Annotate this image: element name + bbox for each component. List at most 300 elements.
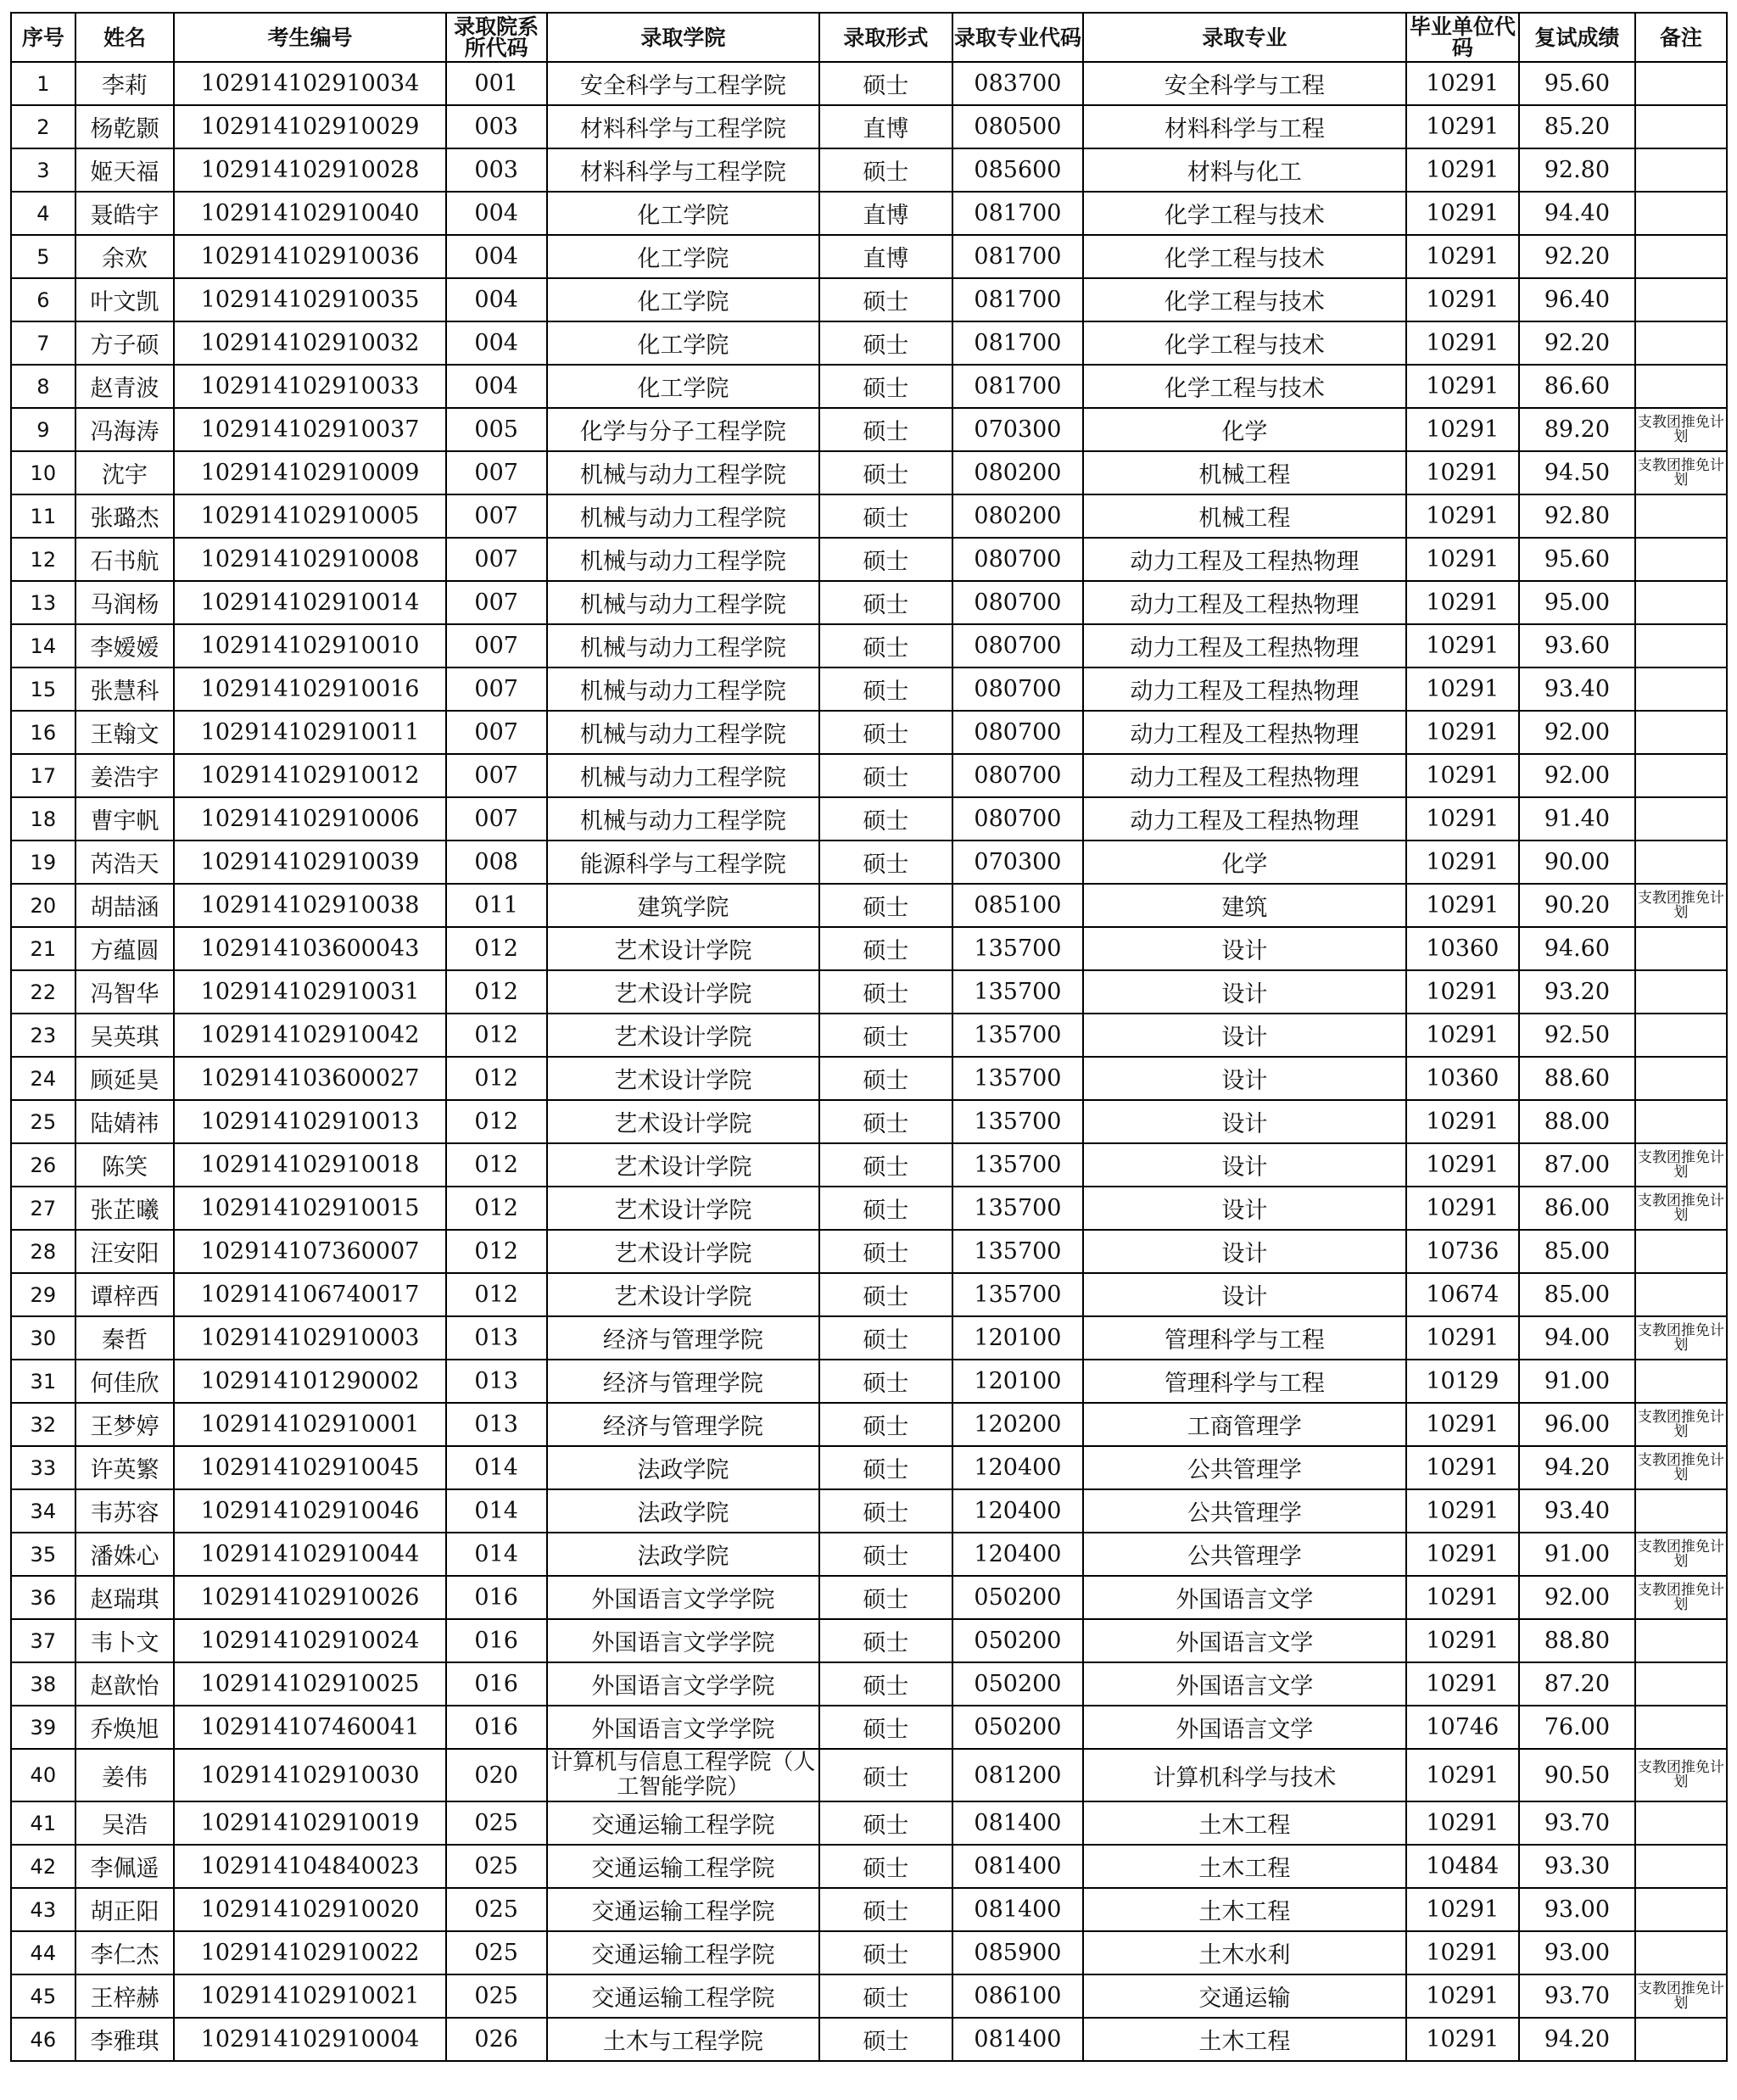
cell-major-code: 120100 [952,1360,1083,1403]
cell-remarks [1635,711,1727,754]
cell-retest-score: 86.00 [1519,1187,1635,1230]
table-row [11,235,1727,278]
cell-grad-unit-code: 10484 [1406,1845,1519,1888]
cell-exam-id: 102914102910003 [174,1316,446,1360]
cell-grad-unit-code: 10291 [1406,538,1519,581]
cell-major-code: 086100 [952,1974,1083,2018]
cell-dept-code: 012 [446,1230,547,1273]
cell-exam-id: 102914102910015 [174,1187,446,1230]
cell-seq: 45 [11,1974,75,2018]
cell-grad-unit-code: 10291 [1406,1888,1519,1931]
cell-exam-id: 102914102910039 [174,841,446,884]
table-row [11,451,1727,494]
cell-exam-id: 102914102910044 [174,1533,446,1576]
cell-retest-score: 95.60 [1519,538,1635,581]
cell-name: 王梓赫 [75,1974,175,2018]
cell-admission-type: 硕士 [819,321,952,365]
cell-dept-code: 025 [446,1931,547,1974]
table-row [11,1619,1727,1662]
cell-college: 交通运输工程学院 [547,1974,820,2018]
cell-major: 土木工程 [1083,1845,1405,1888]
cell-major: 机械工程 [1083,494,1405,538]
cell-grad-unit-code: 10291 [1406,2018,1519,2061]
cell-name: 胡喆涵 [75,884,175,927]
admission-table [10,12,1728,2062]
cell-college: 机械与动力工程学院 [547,797,820,841]
table-row [11,365,1727,408]
cell-dept-code: 016 [446,1576,547,1619]
cell-exam-id: 102914102910030 [174,1749,446,1801]
cell-remarks [1635,754,1727,797]
cell-college: 艺术设计学院 [547,927,820,970]
cell-grad-unit-code: 10291 [1406,624,1519,667]
cell-college: 机械与动力工程学院 [547,711,820,754]
cell-admission-type: 硕士 [819,1489,952,1533]
cell-name: 赵瑞琪 [75,1576,175,1619]
cell-seq: 25 [11,1100,75,1143]
cell-dept-code: 004 [446,278,547,321]
cell-admission-type: 硕士 [819,2018,952,2061]
cell-seq: 18 [11,797,75,841]
cell-remarks [1635,321,1727,365]
cell-dept-code: 003 [446,148,547,192]
cell-major: 设计 [1083,927,1405,970]
cell-grad-unit-code: 10291 [1406,408,1519,451]
cell-dept-code: 020 [446,1749,547,1801]
cell-major-code: 081200 [952,1749,1083,1801]
cell-exam-id: 102914103600043 [174,927,446,970]
cell-retest-score: 87.00 [1519,1143,1635,1187]
cell-major-code: 085600 [952,148,1083,192]
cell-retest-score: 91.00 [1519,1533,1635,1576]
cell-remarks [1635,1662,1727,1706]
cell-seq: 7 [11,321,75,365]
cell-seq: 38 [11,1662,75,1706]
table-row [11,581,1727,624]
cell-exam-id: 102914102910025 [174,1662,446,1706]
cell-seq: 3 [11,148,75,192]
cell-major-code: 081700 [952,365,1083,408]
cell-retest-score: 88.00 [1519,1100,1635,1143]
cell-name: 方蕴圆 [75,927,175,970]
cell-college: 化工学院 [547,192,820,235]
cell-retest-score: 92.20 [1519,321,1635,365]
cell-college: 经济与管理学院 [547,1360,820,1403]
cell-retest-score: 91.40 [1519,797,1635,841]
cell-seq: 13 [11,581,75,624]
cell-name: 冯海涛 [75,408,175,451]
cell-exam-id: 102914103600027 [174,1057,446,1100]
cell-major: 管理科学与工程 [1083,1316,1405,1360]
cell-seq: 34 [11,1489,75,1533]
table-row [11,1749,1727,1801]
cell-exam-id: 102914102910010 [174,624,446,667]
cell-dept-code: 004 [446,321,547,365]
cell-major: 设计 [1083,1100,1405,1143]
table-row [11,1403,1727,1446]
cell-dept-code: 014 [446,1489,547,1533]
cell-college: 安全科学与工程学院 [547,62,820,105]
cell-admission-type: 硕士 [819,1533,952,1576]
cell-college: 艺术设计学院 [547,1014,820,1057]
cell-name: 方子硕 [75,321,175,365]
cell-dept-code: 025 [446,1888,547,1931]
cell-major: 土木工程 [1083,2018,1405,2061]
cell-major: 化学工程与技术 [1083,192,1405,235]
cell-retest-score: 93.40 [1519,1489,1635,1533]
cell-dept-code: 026 [446,2018,547,2061]
cell-dept-code: 016 [446,1619,547,1662]
cell-admission-type: 直博 [819,235,952,278]
cell-retest-score: 92.20 [1519,235,1635,278]
cell-seq: 5 [11,235,75,278]
cell-remarks [1635,841,1727,884]
cell-admission-type: 硕士 [819,538,952,581]
cell-major: 化学 [1083,841,1405,884]
cell-college: 化工学院 [547,321,820,365]
cell-major-code: 081400 [952,1801,1083,1845]
table-row [11,1888,1727,1931]
cell-admission-type: 硕士 [819,365,952,408]
cell-name: 张璐杰 [75,494,175,538]
cell-seq: 9 [11,408,75,451]
cell-dept-code: 007 [446,581,547,624]
cell-retest-score: 93.20 [1519,970,1635,1014]
cell-admission-type: 硕士 [819,1662,952,1706]
cell-seq: 33 [11,1446,75,1489]
cell-grad-unit-code: 10291 [1406,278,1519,321]
cell-exam-id: 102914104840023 [174,1845,446,1888]
cell-name: 沈宇 [75,451,175,494]
cell-grad-unit-code: 10746 [1406,1706,1519,1749]
cell-major-code: 081400 [952,2018,1083,2061]
cell-major: 动力工程及工程热物理 [1083,711,1405,754]
cell-name: 秦哲 [75,1316,175,1360]
cell-remarks [1635,797,1727,841]
cell-retest-score: 93.70 [1519,1801,1635,1845]
col-header-dept-code: 录取院系所代码 [446,13,547,62]
cell-major: 动力工程及工程热物理 [1083,538,1405,581]
cell-grad-unit-code: 10291 [1406,148,1519,192]
cell-retest-score: 93.40 [1519,667,1635,711]
cell-admission-type: 硕士 [819,1273,952,1316]
cell-remarks: 支教团推免计划 [1635,451,1727,494]
cell-retest-score: 85.20 [1519,105,1635,148]
cell-dept-code: 011 [446,884,547,927]
cell-grad-unit-code: 10291 [1406,1974,1519,2018]
cell-college: 艺术设计学院 [547,970,820,1014]
table-row [11,1576,1727,1619]
cell-remarks [1635,1801,1727,1845]
cell-exam-id: 102914102910012 [174,754,446,797]
cell-remarks [1635,1230,1727,1273]
cell-major-code: 081700 [952,192,1083,235]
cell-name: 何佳欣 [75,1360,175,1403]
cell-dept-code: 016 [446,1662,547,1706]
cell-major-code: 080700 [952,754,1083,797]
cell-exam-id: 102914102910024 [174,1619,446,1662]
cell-college: 交通运输工程学院 [547,1888,820,1931]
cell-college: 法政学院 [547,1446,820,1489]
cell-dept-code: 012 [446,1273,547,1316]
cell-college: 经济与管理学院 [547,1403,820,1446]
cell-remarks: 支教团推免计划 [1635,1749,1727,1801]
table-row [11,970,1727,1014]
cell-remarks [1635,1706,1727,1749]
cell-name: 李雅琪 [75,2018,175,2061]
cell-seq: 14 [11,624,75,667]
table-row [11,927,1727,970]
cell-remarks [1635,192,1727,235]
cell-major: 设计 [1083,1143,1405,1187]
col-header-college: 录取学院 [547,13,820,62]
table-row [11,148,1727,192]
cell-college: 建筑学院 [547,884,820,927]
cell-college: 土木与工程学院 [547,2018,820,2061]
cell-retest-score: 94.40 [1519,192,1635,235]
cell-retest-score: 92.00 [1519,1576,1635,1619]
cell-college: 外国语言文学学院 [547,1662,820,1706]
cell-seq: 20 [11,884,75,927]
cell-major-code: 050200 [952,1706,1083,1749]
cell-retest-score: 93.70 [1519,1974,1635,2018]
cell-name: 芮浩天 [75,841,175,884]
cell-remarks [1635,2018,1727,2061]
cell-retest-score: 91.00 [1519,1360,1635,1403]
cell-grad-unit-code: 10291 [1406,494,1519,538]
cell-dept-code: 007 [446,667,547,711]
cell-grad-unit-code: 10129 [1406,1360,1519,1403]
cell-admission-type: 硕士 [819,1143,952,1187]
table-row [11,1316,1727,1360]
cell-grad-unit-code: 10291 [1406,754,1519,797]
cell-seq: 22 [11,970,75,1014]
cell-dept-code: 025 [446,1801,547,1845]
cell-dept-code: 012 [446,1100,547,1143]
cell-name: 姜浩宇 [75,754,175,797]
cell-college: 艺术设计学院 [547,1187,820,1230]
cell-admission-type: 硕士 [819,1801,952,1845]
table-row [11,408,1727,451]
cell-exam-id: 102914102910018 [174,1143,446,1187]
cell-admission-type: 硕士 [819,1187,952,1230]
cell-admission-type: 硕士 [819,797,952,841]
cell-major-code: 135700 [952,1230,1083,1273]
cell-grad-unit-code: 10291 [1406,1143,1519,1187]
cell-name: 汪安阳 [75,1230,175,1273]
cell-dept-code: 007 [446,494,547,538]
cell-major: 设计 [1083,1187,1405,1230]
cell-retest-score: 85.00 [1519,1230,1635,1273]
cell-major: 外国语言文学 [1083,1619,1405,1662]
table-row [11,1143,1727,1187]
cell-exam-id: 102914101290002 [174,1360,446,1403]
cell-admission-type: 硕士 [819,1845,952,1888]
cell-grad-unit-code: 10291 [1406,667,1519,711]
cell-exam-id: 102914102910031 [174,970,446,1014]
cell-seq: 42 [11,1845,75,1888]
cell-exam-id: 102914107360007 [174,1230,446,1273]
cell-dept-code: 013 [446,1403,547,1446]
cell-grad-unit-code: 10291 [1406,1489,1519,1533]
cell-major: 化学工程与技术 [1083,235,1405,278]
cell-name: 李仁杰 [75,1931,175,1974]
cell-seq: 31 [11,1360,75,1403]
table-row [11,1187,1727,1230]
cell-admission-type: 硕士 [819,1706,952,1749]
cell-exam-id: 102914102910034 [174,62,446,105]
cell-exam-id: 102914102910042 [174,1014,446,1057]
col-header-grad-unit-code: 毕业单位代码 [1406,13,1519,62]
cell-retest-score: 94.50 [1519,451,1635,494]
cell-seq: 37 [11,1619,75,1662]
cell-seq: 24 [11,1057,75,1100]
cell-major-code: 080200 [952,451,1083,494]
cell-grad-unit-code: 10291 [1406,105,1519,148]
table-row [11,62,1727,105]
cell-major-code: 081700 [952,235,1083,278]
cell-grad-unit-code: 10291 [1406,1931,1519,1974]
cell-major-code: 081400 [952,1845,1083,1888]
cell-retest-score: 92.80 [1519,494,1635,538]
cell-major-code: 135700 [952,970,1083,1014]
cell-dept-code: 025 [446,1845,547,1888]
cell-remarks [1635,1931,1727,1974]
cell-college: 化学与分子工程学院 [547,408,820,451]
cell-remarks: 支教团推免计划 [1635,1143,1727,1187]
cell-exam-id: 102914102910028 [174,148,446,192]
table-row [11,624,1727,667]
cell-college: 机械与动力工程学院 [547,451,820,494]
table-row [11,884,1727,927]
table-row [11,1489,1727,1533]
cell-major-code: 080700 [952,667,1083,711]
table-row [11,1360,1727,1403]
cell-remarks [1635,624,1727,667]
cell-grad-unit-code: 10291 [1406,1446,1519,1489]
cell-major-code: 050200 [952,1576,1083,1619]
cell-admission-type: 硕士 [819,1057,952,1100]
cell-exam-id: 102914102910021 [174,1974,446,2018]
cell-college: 机械与动力工程学院 [547,494,820,538]
cell-name: 马润杨 [75,581,175,624]
cell-major: 外国语言文学 [1083,1706,1405,1749]
table-row [11,1014,1727,1057]
cell-remarks: 支教团推免计划 [1635,1403,1727,1446]
cell-admission-type: 硕士 [819,62,952,105]
cell-admission-type: 硕士 [819,1888,952,1931]
cell-major: 管理科学与工程 [1083,1360,1405,1403]
cell-name: 冯智华 [75,970,175,1014]
cell-major-code: 135700 [952,927,1083,970]
cell-grad-unit-code: 10291 [1406,797,1519,841]
cell-retest-score: 90.00 [1519,841,1635,884]
cell-seq: 19 [11,841,75,884]
cell-grad-unit-code: 10291 [1406,1749,1519,1801]
cell-dept-code: 012 [446,927,547,970]
cell-dept-code: 025 [446,1974,547,2018]
cell-exam-id: 102914102910019 [174,1801,446,1845]
cell-grad-unit-code: 10291 [1406,365,1519,408]
cell-retest-score: 85.00 [1519,1273,1635,1316]
cell-exam-id: 102914102910004 [174,2018,446,2061]
cell-dept-code: 005 [446,408,547,451]
cell-retest-score: 93.00 [1519,1931,1635,1974]
cell-dept-code: 008 [446,841,547,884]
cell-name: 叶文凯 [75,278,175,321]
cell-major-code: 135700 [952,1187,1083,1230]
cell-college: 外国语言文学学院 [547,1576,820,1619]
cell-major-code: 070300 [952,408,1083,451]
cell-retest-score: 86.60 [1519,365,1635,408]
cell-major: 动力工程及工程热物理 [1083,581,1405,624]
cell-major-code: 135700 [952,1057,1083,1100]
cell-major-code: 081700 [952,278,1083,321]
cell-remarks: 支教团推免计划 [1635,1446,1727,1489]
cell-exam-id: 102914102910001 [174,1403,446,1446]
cell-admission-type: 硕士 [819,1446,952,1489]
cell-exam-id: 102914102910011 [174,711,446,754]
col-header-major-code: 录取专业代码 [952,13,1083,62]
cell-major-code: 135700 [952,1014,1083,1057]
cell-name: 吴英琪 [75,1014,175,1057]
cell-exam-id: 102914102910006 [174,797,446,841]
cell-major: 化学工程与技术 [1083,365,1405,408]
cell-remarks [1635,970,1727,1014]
cell-college: 法政学院 [547,1533,820,1576]
cell-major-code: 120200 [952,1403,1083,1446]
cell-exam-id: 102914102910032 [174,321,446,365]
cell-remarks [1635,1360,1727,1403]
cell-major: 动力工程及工程热物理 [1083,754,1405,797]
cell-exam-id: 102914102910016 [174,667,446,711]
cell-major-code: 085900 [952,1931,1083,1974]
cell-name: 李嫒嫒 [75,624,175,667]
cell-remarks: 支教团推免计划 [1635,1974,1727,2018]
cell-exam-id: 102914107460041 [174,1706,446,1749]
cell-admission-type: 硕士 [819,884,952,927]
table-row [11,754,1727,797]
table-row [11,711,1727,754]
cell-retest-score: 94.20 [1519,1446,1635,1489]
cell-college: 外国语言文学学院 [547,1619,820,1662]
cell-seq: 40 [11,1749,75,1801]
cell-name: 胡正阳 [75,1888,175,1931]
cell-grad-unit-code: 10674 [1406,1273,1519,1316]
table-row [11,321,1727,365]
col-header-admission-type: 录取形式 [819,13,952,62]
cell-retest-score: 88.60 [1519,1057,1635,1100]
cell-major-code: 135700 [952,1273,1083,1316]
cell-remarks [1635,538,1727,581]
cell-major-code: 080200 [952,494,1083,538]
cell-seq: 8 [11,365,75,408]
cell-college: 外国语言文学学院 [547,1706,820,1749]
cell-college: 艺术设计学院 [547,1100,820,1143]
cell-exam-id: 102914102910046 [174,1489,446,1533]
cell-major: 动力工程及工程热物理 [1083,624,1405,667]
table-row [11,667,1727,711]
cell-major: 公共管理学 [1083,1533,1405,1576]
cell-exam-id: 102914102910005 [174,494,446,538]
cell-name: 杨乾颢 [75,105,175,148]
cell-seq: 17 [11,754,75,797]
cell-dept-code: 014 [446,1446,547,1489]
cell-name: 许英繁 [75,1446,175,1489]
cell-major: 设计 [1083,1230,1405,1273]
cell-name: 陈笑 [75,1143,175,1187]
cell-admission-type: 硕士 [819,1619,952,1662]
